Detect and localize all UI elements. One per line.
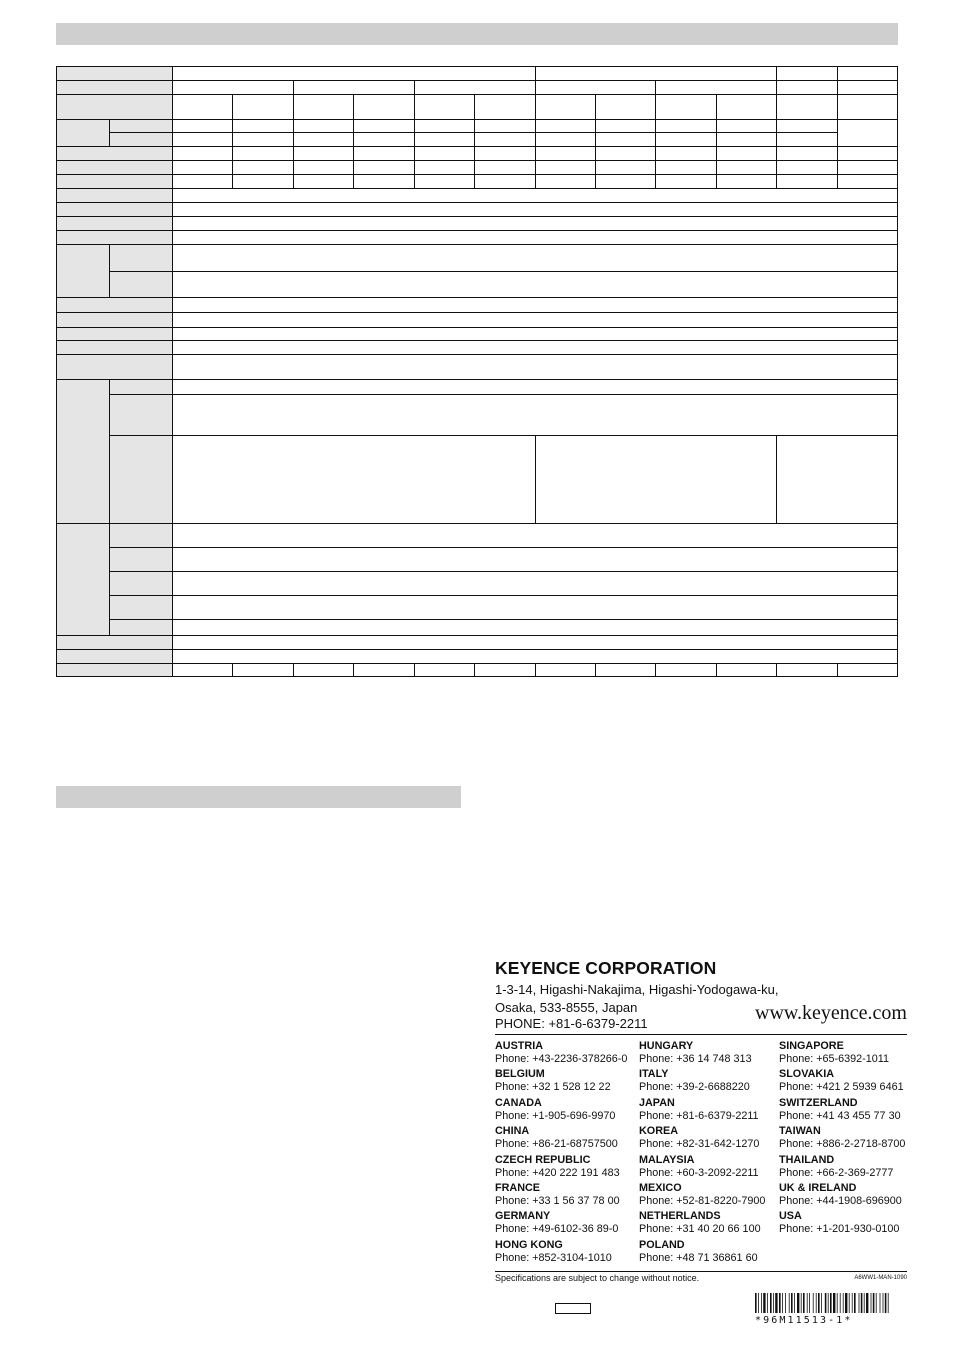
- barcode-bar: [770, 1293, 772, 1313]
- office-phone: Phone: +39-2-6688220: [639, 1081, 750, 1094]
- subgroup-divider: [293, 80, 294, 94]
- office-entry: [779, 1097, 905, 1125]
- barcode-bar: [849, 1293, 850, 1313]
- table-row-rule: [56, 188, 898, 189]
- office-phone: Phone: +1-905-696-9970: [495, 1109, 616, 1122]
- office-country: AUSTRIA: [495, 1040, 543, 1052]
- barcode-bar: [755, 1293, 757, 1313]
- model-column-divider: [595, 94, 596, 188]
- table-row-rule: [56, 216, 898, 217]
- barcode-bar: [852, 1293, 853, 1313]
- office-entry: [779, 1068, 905, 1096]
- office-phone: Phone: +65-6392-1011: [779, 1053, 889, 1065]
- office-phone: Phone: +86-21-68757500: [495, 1138, 618, 1151]
- office-entry: [639, 1154, 765, 1182]
- sublabel-divider: [109, 379, 110, 523]
- table-row-rule: [109, 435, 898, 436]
- barcode-bar: [880, 1293, 881, 1313]
- table-row-rule: [56, 202, 898, 203]
- table-row-rule: [56, 297, 898, 298]
- barcode-bar: [845, 1293, 847, 1313]
- office-column-1: [495, 1040, 627, 1267]
- company-phone: PHONE: +81-6-6379-2211: [495, 1016, 648, 1031]
- model-column-divider: [353, 663, 354, 677]
- office-country: TAIWAN: [779, 1125, 821, 1138]
- office-phone: Phone: +31 40 20 66 100: [639, 1223, 761, 1236]
- office-country: SWITZERLAND: [779, 1096, 858, 1109]
- specifications-header-bar: [56, 23, 898, 45]
- office-country: UK & IRELAND: [779, 1181, 857, 1194]
- model-column-divider: [655, 663, 656, 677]
- company-website-link[interactable]: www.keyence.com: [755, 1002, 907, 1024]
- office-entry: [779, 1125, 905, 1153]
- office-phone: Phone: +81-6-6379-2211: [639, 1109, 759, 1122]
- office-entry: [639, 1182, 765, 1210]
- office-country: ITALY: [639, 1068, 669, 1081]
- barcode-bar: [807, 1293, 808, 1313]
- subgroup-divider: [655, 80, 656, 94]
- office-phone: Phone: +36 14 748 313: [639, 1053, 752, 1065]
- office-country: USA: [779, 1210, 802, 1223]
- table-row-rule: [109, 571, 898, 572]
- office-country: MALAYSIA: [639, 1153, 695, 1166]
- specifications-table: [56, 66, 898, 677]
- sublabel-divider: [109, 244, 110, 297]
- barcode-graphic: [755, 1293, 905, 1313]
- model-column-divider: [353, 94, 354, 188]
- office-country: JAPAN: [639, 1096, 675, 1109]
- office-country: BELGIUM: [495, 1068, 545, 1081]
- model-column-divider: [293, 94, 294, 188]
- office-entry: [495, 1097, 627, 1125]
- barcode-bar: [818, 1293, 820, 1313]
- office-entry: [779, 1154, 905, 1182]
- office-phone: Phone: +43-2236-378266-0: [495, 1053, 628, 1065]
- barcode-bar: [885, 1293, 887, 1313]
- table-row-rule: [109, 619, 898, 620]
- table-border-left: [56, 66, 57, 677]
- barcode-bar: [876, 1293, 877, 1313]
- barcode-bar: [813, 1293, 814, 1313]
- table-row-rule: [56, 174, 898, 175]
- table-row-rule: [56, 354, 898, 355]
- barcode-bar: [779, 1293, 781, 1313]
- barcode-bar: [830, 1293, 832, 1313]
- table-row-rule: [56, 379, 898, 380]
- divider-rule: [495, 1034, 907, 1035]
- model-column-divider: [293, 663, 294, 677]
- office-phone: Phone: +52-81-8220-7900: [639, 1194, 766, 1207]
- office-country: SLOVAKIA: [779, 1068, 834, 1081]
- table-row-rule: [56, 244, 898, 245]
- barcode-bar: [825, 1293, 827, 1313]
- model-column-divider: [232, 663, 233, 677]
- table-row-rule: [109, 547, 898, 548]
- office-country: HONG KONG: [495, 1238, 563, 1251]
- barcode-bar: [859, 1293, 860, 1313]
- office-phone: Phone: +852-3104-1010: [495, 1251, 612, 1264]
- barcode-bar: [789, 1293, 790, 1313]
- office-phone: Phone: +66-2-369-2777: [779, 1166, 894, 1179]
- office-phone: Phone: +44-1908-696900: [779, 1194, 902, 1207]
- barcode-bar: [797, 1293, 799, 1313]
- company-address-line2: Osaka, 533-8555, Japan: [495, 1000, 638, 1015]
- office-entry: [495, 1154, 627, 1182]
- barcode-bar: [883, 1293, 884, 1313]
- barcode-bar: [794, 1293, 795, 1313]
- label-column-divider: [172, 66, 173, 677]
- barcode-bar: [775, 1293, 777, 1313]
- model-column-divider: [595, 663, 596, 677]
- specifications-notice: Specifications are subject to change without notice.: [495, 1273, 700, 1283]
- office-phone: Phone: +41 43 455 77 30: [779, 1109, 901, 1122]
- subgroup-divider: [414, 80, 415, 94]
- table-border-top: [56, 66, 898, 67]
- model-column-divider: [414, 94, 415, 188]
- barcode-bar: [801, 1293, 802, 1313]
- model-column-divider: [776, 663, 777, 677]
- office-column-3: [779, 1040, 905, 1239]
- barcode-bar: [763, 1293, 765, 1313]
- office-phone: Phone: +421 2 5939 6461: [779, 1081, 904, 1094]
- office-entry: [779, 1040, 905, 1068]
- office-phone: Phone: +886-2-2718-8700: [779, 1138, 906, 1151]
- header-cell-shade: [56, 66, 172, 677]
- office-entry: [639, 1068, 765, 1096]
- office-entry: [495, 1210, 627, 1238]
- model-column-divider: [474, 663, 475, 677]
- office-country: SINGAPORE: [779, 1040, 844, 1052]
- group-divider: [837, 66, 838, 188]
- office-entry: [495, 1040, 627, 1068]
- office-country: CANADA: [495, 1096, 542, 1109]
- footer-divider-rule: [495, 1271, 907, 1272]
- office-entry: [639, 1097, 765, 1125]
- barcode-bar: [816, 1293, 817, 1313]
- barcode-bar: [828, 1293, 829, 1313]
- barcode-bar: [773, 1293, 774, 1313]
- office-entry: [639, 1210, 765, 1238]
- table-border-bottom: [56, 676, 898, 677]
- table-row-rule: [56, 663, 898, 664]
- barcode-number: *96M11513-1*: [755, 1315, 853, 1326]
- barcode-bar: [873, 1293, 875, 1313]
- barcode-bar: [854, 1293, 856, 1313]
- table-row-rule: [56, 523, 898, 524]
- barcode-bar: [843, 1293, 844, 1313]
- office-phone: Phone: +49-6102-36 89-0: [495, 1223, 619, 1236]
- office-country: POLAND: [639, 1238, 685, 1251]
- office-country: KOREA: [639, 1125, 678, 1138]
- office-phone: Phone: +60-3-2092-2211: [639, 1166, 759, 1179]
- table-row-rule: [56, 340, 898, 341]
- model-column-divider: [655, 94, 656, 188]
- office-phone: Phone: +32 1 528 12 22: [495, 1081, 611, 1094]
- office-entry: [495, 1068, 627, 1096]
- office-entry: [639, 1040, 765, 1068]
- table-row-rule: [56, 312, 898, 313]
- barcode-bar: [871, 1293, 872, 1313]
- model-column-divider: [716, 94, 717, 188]
- table-row-rule: [56, 160, 898, 161]
- barcode-bar: [864, 1293, 865, 1313]
- company-address-line1: 1-3-14, Higashi-Nakajima, Higashi-Yodogawa-ku,: [495, 982, 779, 997]
- office-entry: [495, 1239, 627, 1267]
- office-country: FRANCE: [495, 1181, 540, 1194]
- table-row-rule: [56, 119, 898, 120]
- table-row-rule: [109, 132, 837, 133]
- office-phone: Phone: +33 1 56 37 78 00: [495, 1194, 620, 1207]
- barcode-bar: [861, 1293, 863, 1313]
- office-entry: [495, 1125, 627, 1153]
- sublabel-divider: [109, 119, 110, 147]
- model-column-divider: [535, 94, 536, 188]
- office-entry: [779, 1182, 905, 1210]
- cell-divider: [776, 435, 777, 523]
- table-row-rule: [109, 595, 898, 596]
- office-country: THAILAND: [779, 1153, 835, 1166]
- table-row-rule: [56, 80, 898, 81]
- model-column-divider: [776, 94, 777, 188]
- document-code: A6WW1-MAN-1090: [854, 1275, 907, 1281]
- table-row-rule: [56, 94, 898, 95]
- barcode-bar: [888, 1293, 889, 1313]
- barcode-bar: [782, 1293, 783, 1313]
- table-row-rule: [109, 271, 898, 272]
- office-phone: Phone: +1-201-930-0100: [779, 1223, 900, 1236]
- secondary-section-header-bar: [56, 786, 461, 808]
- barcode-bar: [803, 1293, 805, 1313]
- group-divider: [535, 66, 536, 94]
- office-column-2: [639, 1040, 765, 1267]
- barcode-bar: [758, 1293, 759, 1313]
- office-entry: [639, 1125, 765, 1153]
- office-country: MEXICO: [639, 1181, 682, 1194]
- table-row-rule: [56, 635, 898, 636]
- office-entry: [779, 1210, 905, 1238]
- group-divider: [776, 66, 777, 94]
- barcode-bar: [840, 1293, 841, 1313]
- sublabel-divider: [109, 523, 110, 635]
- barcode-bar: [866, 1293, 868, 1313]
- office-country: CHINA: [495, 1125, 530, 1138]
- table-row-rule: [56, 146, 898, 147]
- barcode-bar: [761, 1293, 762, 1313]
- table-border-right: [897, 66, 898, 677]
- table-row-rule: [56, 230, 898, 231]
- model-column-divider: [474, 94, 475, 188]
- office-country: GERMANY: [495, 1210, 551, 1223]
- barcode-bar: [809, 1293, 810, 1313]
- office-phone: Phone: +420 222 191 483: [495, 1166, 620, 1179]
- office-country: CZECH REPUBLIC: [495, 1153, 591, 1166]
- barcode-bar: [837, 1293, 838, 1313]
- office-country: HUNGARY: [639, 1040, 694, 1052]
- print-stamp-box: [555, 1303, 591, 1314]
- model-column-divider: [837, 663, 838, 677]
- table-row-rule: [56, 327, 898, 328]
- office-entry: [495, 1182, 627, 1210]
- barcode-bar: [821, 1293, 822, 1313]
- barcode-bar: [785, 1293, 786, 1313]
- table-row-rule: [56, 649, 898, 650]
- model-column-divider: [414, 663, 415, 677]
- office-entry: [639, 1239, 765, 1267]
- office-phone: Phone: +82-31-642-1270: [639, 1138, 760, 1151]
- barcode-bar: [833, 1293, 835, 1313]
- barcode-bar: [791, 1293, 793, 1313]
- model-column-divider: [535, 663, 536, 677]
- office-country: NETHERLANDS: [639, 1210, 721, 1223]
- office-phone: Phone: +48 71 36861 60: [639, 1251, 758, 1264]
- model-column-divider: [716, 663, 717, 677]
- barcode-bar: [767, 1293, 768, 1313]
- cell-divider: [535, 435, 536, 523]
- company-name: KEYENCE CORPORATION: [495, 958, 717, 978]
- model-column-divider: [232, 94, 233, 188]
- table-row-rule: [109, 394, 898, 395]
